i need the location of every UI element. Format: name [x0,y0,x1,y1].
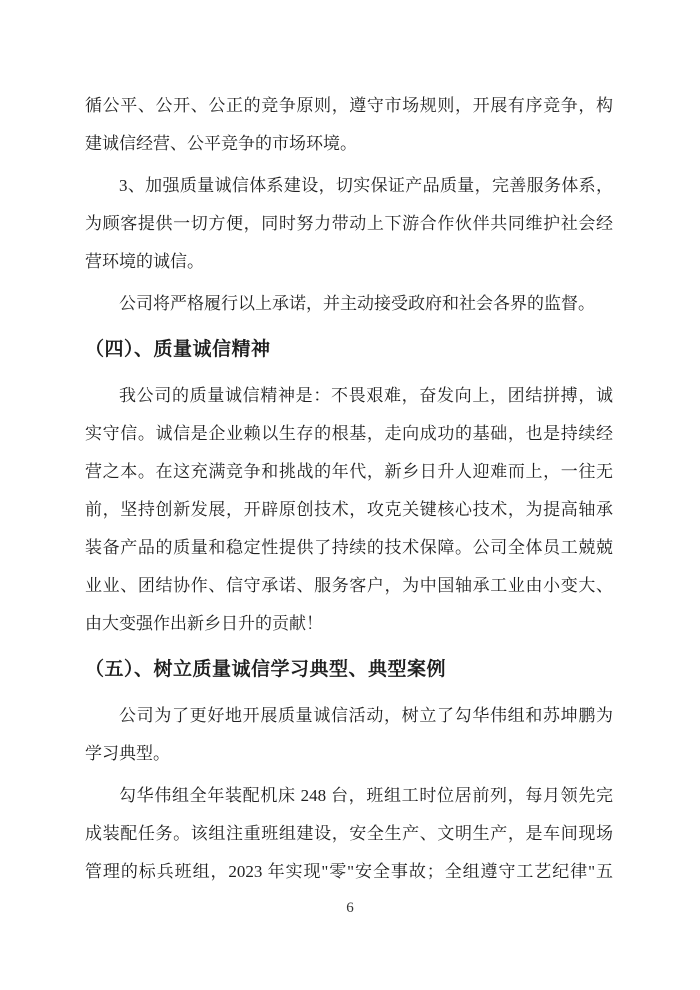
text-line: 学习典型。 [85,744,170,763]
text-line: 营环境的诚信。 [85,252,204,271]
section-heading: （五）、树立质量诚信学习典型、典型案例 [85,659,447,680]
text-line: 实守信。诚信是企业赖以生存的根基，走向成功的基础，也是持续经 [85,424,613,443]
text-line: 勾华伟组全年装配机床 248 台，班组工时位居前列，每月领先完 [119,786,613,805]
paragraph [85,377,613,643]
text-line: 3、加强质量诚信体系建设，切实保证产品质量，完善服务体系， [119,176,613,195]
paragraph [85,87,613,163]
section-heading: （四）、质量诚信精神 [85,339,271,360]
text-line: 管理的标兵班组，2023 年实现"零"安全事故；全组遵守工艺纪律"五 [85,862,613,881]
paragraph [85,285,613,323]
text-line: 营之本。在这充满竞争和挑战的年代，新乡日升人迎难而上，一往无 [85,462,613,481]
text-line: 前，坚持创新发展，开辟原创技术，攻克关键核心技术，为提高轴承 [85,500,613,519]
text-line: 建诚信经营、公平竞争的市场环境。 [85,134,357,153]
text-line: 装备产品的质量和稳定性提供了持续的技术保障。公司全体员工兢兢 [85,538,613,557]
text-line: 业业、团结协作、信守承诺、服务客户，为中国轴承工业由小变大、 [85,576,613,595]
paragraph [85,167,613,281]
paragraph [85,777,613,891]
document-content [85,87,613,895]
text-line: 成装配任务。该组注重班组建设，安全生产、文明生产，是车间现场 [85,824,613,843]
text-line: 公司为了更好地开展质量诚信活动，树立了勾华伟组和苏坤鹏为 [119,706,613,725]
text-line: 我公司的质量诚信精神是：不畏艰难，奋发向上，团结拼搏，诚 [119,386,613,405]
text-line: 公司将严格履行以上承诺，并主动接受政府和社会各界的监督。 [119,294,595,313]
page-number: 6 [346,900,354,916]
text-line: 由大变强作出新乡日升的贡献！ [85,614,323,633]
paragraph [85,697,613,773]
text-line: 循公平、公开、公正的竞争原则，遵守市场规则，开展有序竞争，构 [85,96,613,115]
text-line: 为顾客提供一切方便，同时努力带动上下游合作伙伴共同维护社会经 [85,214,613,233]
